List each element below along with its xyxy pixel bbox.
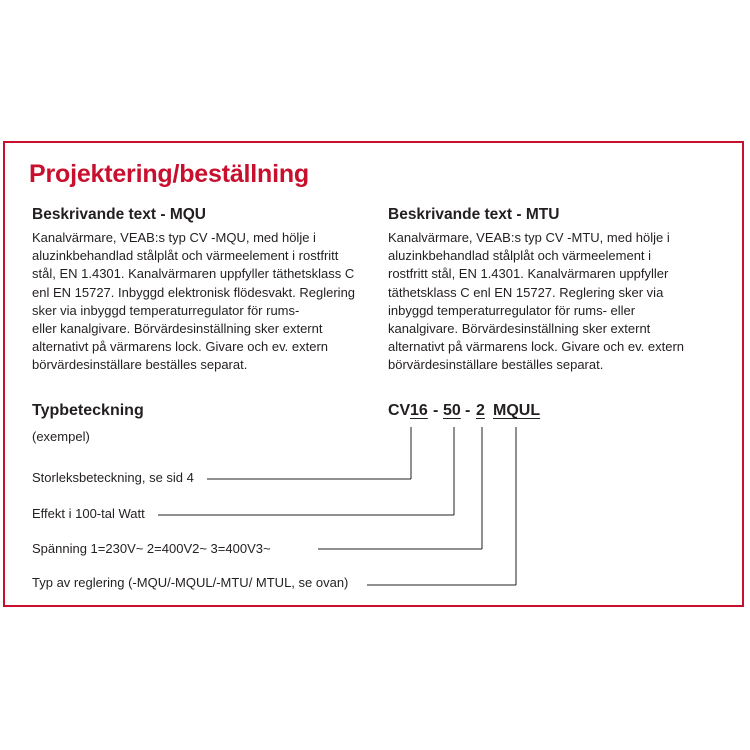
label-power: Effekt i 100-tal Watt: [32, 506, 145, 521]
code-regulation: MQUL: [493, 402, 541, 419]
label-voltage: Spänning 1=230V~ 2=400V2~ 3=400V3~: [32, 541, 271, 556]
mtu-heading: Beskrivande text - MTU: [388, 206, 560, 223]
page-title: Projektering/beställning: [29, 160, 309, 188]
code-power: 50: [443, 402, 461, 419]
mtu-description: Kanalvärmare, VEAB:s typ CV -MTU, med hölje i aluzinkbehandlad stålplåt och värmeelement i rostfritt stål, EN 1.4301. Kanalvärmaren uppfyller täthetsklass C enl EN 15727. Reglering sker via inbyggd temperaturregulator för rums- eller kanalgivare. Börvärdesinställning sker externt alternativt på värmarens lock. Givare och ev. extern börvärdesinställare beställes separat.: [388, 230, 684, 373]
mqu-heading: Beskrivande text - MQU: [32, 206, 206, 223]
code-voltage: 2: [476, 402, 485, 419]
mqu-description: Kanalvärmare, VEAB:s typ CV -MQU, med hölje i aluzinkbehandlad stålplåt och värmeelement i rostfritt stål, EN 1.4301. Kanalvärmaren uppfyller täthetsklass C enl EN 15727. Inbyggd elektronisk flödesvakt. Reglering sker via inbyggd temperaturregulator för rums- eller kanalgivare. Börvärdesinställning sker externt alternativt på värmarens lock. Givare och ev. extern börvärdesinställare beställes separat.: [32, 230, 356, 373]
code-size: 16: [410, 402, 428, 419]
code-prefix: CV: [388, 402, 411, 419]
type-designation-heading: Typbeteckning: [32, 402, 144, 419]
code-separator: -: [465, 402, 471, 419]
code-separator: -: [433, 402, 439, 419]
type-designation-subheading: (exempel): [32, 429, 90, 444]
label-size: Storleksbeteckning, se sid 4: [32, 470, 194, 485]
label-regulation: Typ av reglering (-MQU/-MQUL/-MTU/ MTUL, se ovan): [32, 575, 349, 590]
